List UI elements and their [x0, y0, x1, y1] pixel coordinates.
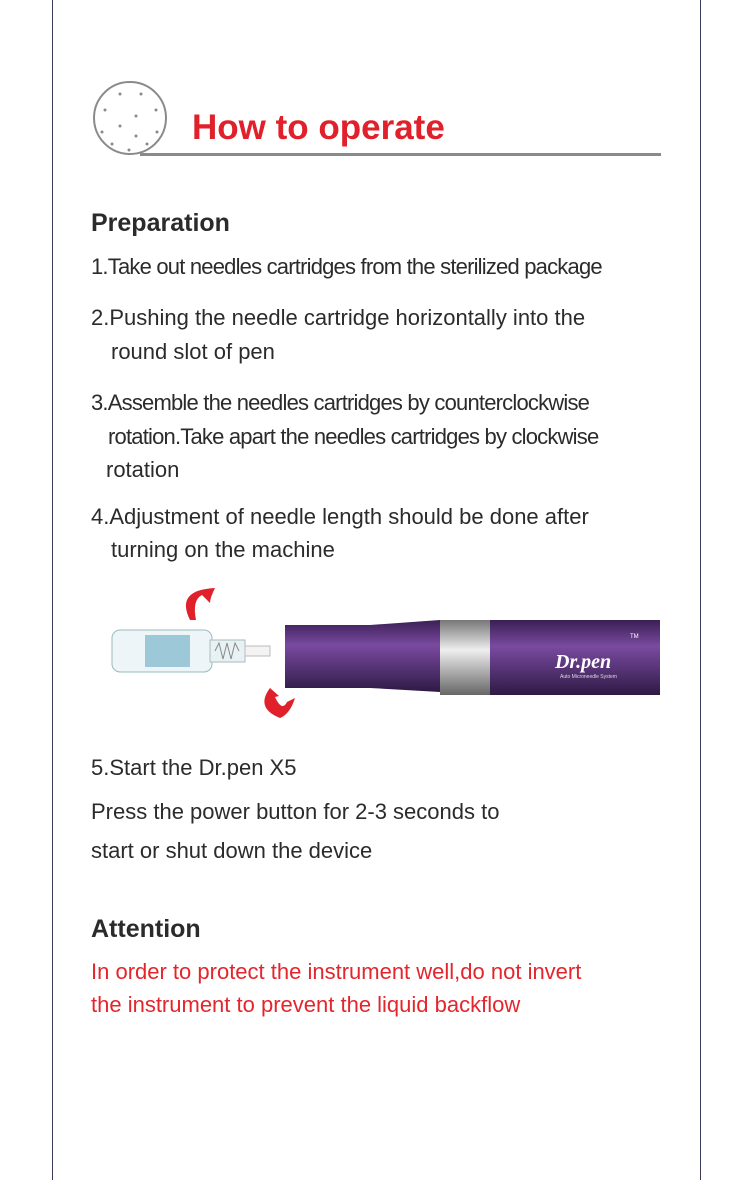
press-line-1: Press the power button for 2-3 seconds to [91, 799, 500, 824]
pen-illustration [90, 580, 660, 730]
step-3-line-2: rotation.Take apart the needles cartridges by clockwise [108, 424, 599, 449]
preparation-heading: Preparation [91, 209, 230, 237]
step-5: 5.Start the Dr.pen X5 [91, 755, 297, 780]
attention-heading: Attention [91, 915, 201, 943]
attention-line-2: the instrument to prevent the liquid backflow [91, 992, 521, 1017]
step-3-line-3: rotation [106, 457, 180, 482]
step-1: 1.Take out needles cartridges from the sterilized package [91, 254, 602, 279]
step-2-line-1: 2.Pushing the needle cartridge horizontally into the [91, 305, 586, 330]
left-border [52, 0, 53, 1180]
step-3-line-1: 3.Assemble the needles cartridges by counterclockwise [91, 390, 590, 415]
page-title: How to operate [192, 108, 445, 147]
dotted-circle-icon [92, 80, 172, 160]
step-4-line-2: turning on the machine [111, 537, 335, 562]
right-border [700, 0, 701, 1180]
step-4-line-1: 4.Adjustment of needle length should be done after [91, 504, 589, 529]
title-underline [140, 153, 661, 156]
press-line-2: start or shut down the device [91, 838, 373, 863]
attention-line-1: In order to protect the instrument well,do not invert [91, 959, 582, 984]
rotate-arrow-icon [186, 588, 215, 620]
svg-text:Auto Microneedle System: Auto Microneedle System [560, 674, 617, 680]
needle-cartridge [112, 630, 270, 672]
svg-text:TM: TM [630, 634, 639, 640]
step-2-line-2: round slot of pen [111, 339, 275, 364]
brand-logo: Dr.pen [555, 651, 612, 673]
rotate-arrow-icon [264, 688, 295, 718]
